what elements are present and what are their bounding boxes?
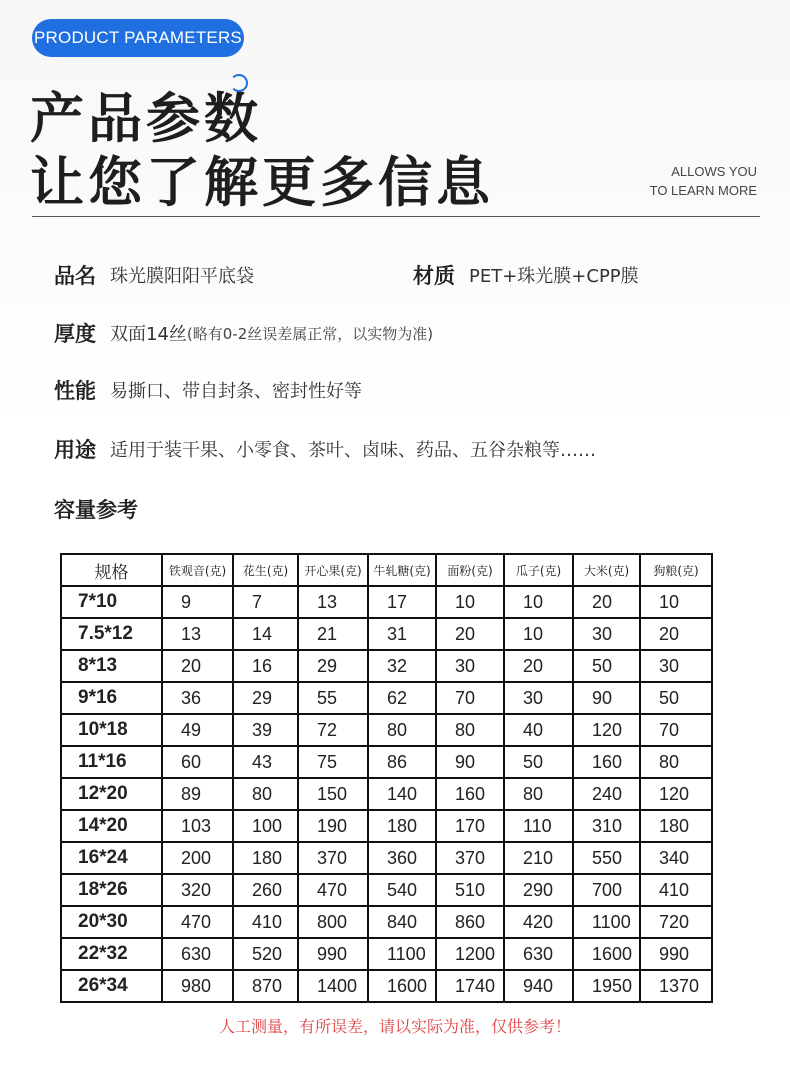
- thickness-label: 厚度: [54, 322, 96, 346]
- page-subtitle: 让您了解更多信息: [30, 151, 494, 214]
- capacity-cell: 1400: [298, 970, 368, 1002]
- header-divider: [32, 216, 760, 217]
- capacity-cell: 990: [298, 938, 368, 970]
- capacity-cell: 1600: [573, 938, 640, 970]
- usage-label: 用途: [54, 438, 96, 462]
- capacity-cell: 360: [368, 842, 436, 874]
- material-value: PET+珠光膜+CPP膜: [469, 266, 639, 287]
- capacity-cell: 550: [573, 842, 640, 874]
- name-value: 珠光膜阳阳平底袋: [110, 266, 254, 287]
- capacity-cell: 36: [162, 682, 233, 714]
- capacity-cell: 86: [368, 746, 436, 778]
- capacity-cell: 190: [298, 810, 368, 842]
- decorative-ring-icon: [230, 74, 248, 92]
- capacity-cell: 14: [233, 618, 298, 650]
- header-cell: 规格: [61, 554, 162, 586]
- capacity-cell: 1950: [573, 970, 640, 1002]
- capacity-cell: 540: [368, 874, 436, 906]
- capacity-cell: 60: [162, 746, 233, 778]
- table-row: [61, 842, 712, 874]
- table-row: [61, 874, 712, 906]
- capacity-cell: 39: [233, 714, 298, 746]
- capacity-cell: 310: [573, 810, 640, 842]
- spec-cell: 7.5*12: [61, 618, 162, 650]
- header-cell: 狗粮(克): [640, 554, 712, 586]
- capacity-cell: 80: [368, 714, 436, 746]
- capacity-cell: 120: [640, 778, 712, 810]
- capacity-cell: 20: [573, 586, 640, 618]
- capacity-cell: 43: [233, 746, 298, 778]
- header-cell: 牛轧糖(克): [368, 554, 436, 586]
- product-parameters-badge: PRODUCT PARAMETERS: [32, 19, 244, 57]
- spec-cell: 9*16: [61, 682, 162, 714]
- capacity-cell: 870: [233, 970, 298, 1002]
- performance-value: 易撕口、带自封条、密封性好等: [110, 381, 362, 402]
- capacity-cell: 10: [504, 618, 573, 650]
- capacity-cell: 100: [233, 810, 298, 842]
- capacity-cell: 30: [436, 650, 504, 682]
- capacity-cell: 80: [640, 746, 712, 778]
- capacity-cell: 860: [436, 906, 504, 938]
- capacity-cell: 200: [162, 842, 233, 874]
- spec-cell: 18*26: [61, 874, 162, 906]
- capacity-cell: 340: [640, 842, 712, 874]
- capacity-table: [60, 553, 713, 1003]
- capacity-cell: 70: [640, 714, 712, 746]
- capacity-cell: 9: [162, 586, 233, 618]
- spec-cell: 8*13: [61, 650, 162, 682]
- capacity-cell: 49: [162, 714, 233, 746]
- capacity-cell: 30: [504, 682, 573, 714]
- capacity-cell: 80: [436, 714, 504, 746]
- info-row-performance: [54, 375, 362, 405]
- spec-cell: 22*32: [61, 938, 162, 970]
- capacity-cell: 1200: [436, 938, 504, 970]
- table-row: [61, 682, 712, 714]
- table-row: [61, 746, 712, 778]
- info-row-name: [54, 260, 254, 290]
- capacity-cell: 520: [233, 938, 298, 970]
- info-row-material: [413, 260, 639, 290]
- capacity-cell: 20: [504, 650, 573, 682]
- capacity-table-body: [61, 586, 712, 1002]
- material-label: 材质: [413, 264, 455, 288]
- table-row: [61, 970, 712, 1002]
- capacity-cell: 170: [436, 810, 504, 842]
- header-cell: 瓜子(克): [504, 554, 573, 586]
- thickness-value: 双面14丝: [110, 324, 187, 345]
- capacity-cell: 410: [233, 906, 298, 938]
- capacity-cell: 16: [233, 650, 298, 682]
- capacity-cell: 160: [573, 746, 640, 778]
- capacity-cell: 13: [298, 586, 368, 618]
- capacity-cell: 10: [436, 586, 504, 618]
- side-caption-line1: ALLOWS YOU: [671, 164, 757, 179]
- side-caption-line2: TO LEARN MORE: [649, 183, 757, 198]
- capacity-cell: 10: [640, 586, 712, 618]
- header-cell: 铁观音(克): [162, 554, 233, 586]
- table-row: [61, 778, 712, 810]
- capacity-cell: 180: [640, 810, 712, 842]
- capacity-cell: 32: [368, 650, 436, 682]
- info-row-thickness: [54, 318, 433, 348]
- capacity-cell: 50: [573, 650, 640, 682]
- capacity-cell: 29: [233, 682, 298, 714]
- capacity-cell: 17: [368, 586, 436, 618]
- capacity-cell: 630: [504, 938, 573, 970]
- capacity-cell: 50: [504, 746, 573, 778]
- thickness-note: (略有0-2丝误差属正常，以实物为准): [186, 324, 434, 343]
- table-row: [61, 906, 712, 938]
- capacity-cell: 410: [640, 874, 712, 906]
- capacity-cell: 840: [368, 906, 436, 938]
- capacity-cell: 1740: [436, 970, 504, 1002]
- spec-cell: 10*18: [61, 714, 162, 746]
- capacity-cell: 20: [436, 618, 504, 650]
- capacity-cell: 470: [298, 874, 368, 906]
- header-cell: 开心果(克): [298, 554, 368, 586]
- capacity-cell: 420: [504, 906, 573, 938]
- capacity-cell: 370: [436, 842, 504, 874]
- capacity-cell: 800: [298, 906, 368, 938]
- capacity-cell: 110: [504, 810, 573, 842]
- capacity-cell: 210: [504, 842, 573, 874]
- spec-cell: 14*20: [61, 810, 162, 842]
- spec-cell: 26*34: [61, 970, 162, 1002]
- spec-cell: 11*16: [61, 746, 162, 778]
- info-row-usage: [54, 434, 596, 464]
- header-cell: 面粉(克): [436, 554, 504, 586]
- capacity-title: 容量参考: [54, 498, 138, 522]
- capacity-cell: 1600: [368, 970, 436, 1002]
- disclaimer-note: 人工测量，有所误差，请以实际为准，仅供参考！: [218, 1017, 571, 1036]
- capacity-cell: 160: [436, 778, 504, 810]
- capacity-cell: 470: [162, 906, 233, 938]
- capacity-cell: 31: [368, 618, 436, 650]
- table-row: [61, 938, 712, 970]
- table-row: [61, 586, 712, 618]
- table-row: [61, 714, 712, 746]
- capacity-cell: 240: [573, 778, 640, 810]
- capacity-cell: 72: [298, 714, 368, 746]
- capacity-header-row: [61, 554, 712, 586]
- capacity-cell: 1100: [368, 938, 436, 970]
- spec-cell: 16*24: [61, 842, 162, 874]
- capacity-cell: 21: [298, 618, 368, 650]
- side-caption: [650, 162, 757, 200]
- capacity-cell: 80: [504, 778, 573, 810]
- capacity-cell: 55: [298, 682, 368, 714]
- table-row: [61, 810, 712, 842]
- page-title: 产品参数: [30, 87, 262, 150]
- capacity-cell: 10: [504, 586, 573, 618]
- capacity-cell: 13: [162, 618, 233, 650]
- capacity-cell: 50: [640, 682, 712, 714]
- capacity-cell: 20: [640, 618, 712, 650]
- capacity-cell: 20: [162, 650, 233, 682]
- capacity-cell: 990: [640, 938, 712, 970]
- table-row: [61, 618, 712, 650]
- capacity-cell: 103: [162, 810, 233, 842]
- capacity-cell: 30: [640, 650, 712, 682]
- capacity-cell: 980: [162, 970, 233, 1002]
- capacity-cell: 320: [162, 874, 233, 906]
- capacity-cell: 75: [298, 746, 368, 778]
- capacity-cell: 940: [504, 970, 573, 1002]
- capacity-cell: 720: [640, 906, 712, 938]
- capacity-cell: 90: [436, 746, 504, 778]
- capacity-cell: 62: [368, 682, 436, 714]
- capacity-cell: 1100: [573, 906, 640, 938]
- capacity-cell: 700: [573, 874, 640, 906]
- capacity-cell: 180: [233, 842, 298, 874]
- capacity-cell: 70: [436, 682, 504, 714]
- capacity-cell: 120: [573, 714, 640, 746]
- capacity-cell: 180: [368, 810, 436, 842]
- performance-label: 性能: [54, 379, 96, 403]
- header-cell: 花生(克): [233, 554, 298, 586]
- capacity-cell: 150: [298, 778, 368, 810]
- capacity-cell: 30: [573, 618, 640, 650]
- capacity-cell: 370: [298, 842, 368, 874]
- usage-value: 适用于装干果、小零食、茶叶、卤味、药品、五谷杂粮等……: [110, 440, 596, 461]
- capacity-cell: 29: [298, 650, 368, 682]
- capacity-cell: 90: [573, 682, 640, 714]
- header-cell: 大米(克): [573, 554, 640, 586]
- capacity-cell: 40: [504, 714, 573, 746]
- capacity-cell: 630: [162, 938, 233, 970]
- capacity-cell: 290: [504, 874, 573, 906]
- spec-cell: 12*20: [61, 778, 162, 810]
- capacity-cell: 510: [436, 874, 504, 906]
- capacity-cell: 7: [233, 586, 298, 618]
- table-row: [61, 650, 712, 682]
- capacity-cell: 89: [162, 778, 233, 810]
- spec-cell: 7*10: [61, 586, 162, 618]
- spec-cell: 20*30: [61, 906, 162, 938]
- capacity-cell: 80: [233, 778, 298, 810]
- name-label: 品名: [54, 264, 96, 288]
- capacity-cell: 140: [368, 778, 436, 810]
- capacity-cell: 260: [233, 874, 298, 906]
- capacity-cell: 1370: [640, 970, 712, 1002]
